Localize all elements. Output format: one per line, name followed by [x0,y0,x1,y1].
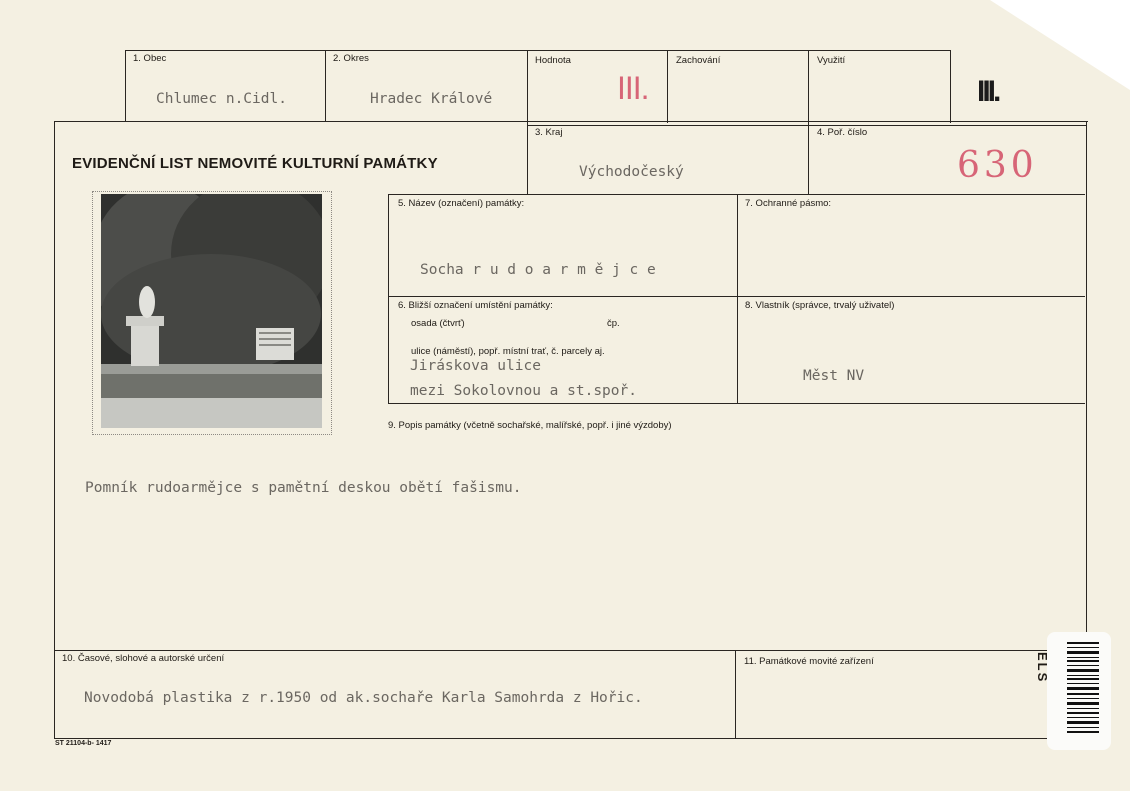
label-ulice: ulice (náměstí), popř. místní trať, č. parcely aj. [411,346,605,357]
value-obec: Chlumec n.Cidl. [156,91,287,107]
label-zachovani: Zachování [676,55,721,66]
form-code: ST 21104-b- 1417 [55,740,112,747]
value-kraj: Východočeský [579,164,684,180]
label-por-cislo: 4. Poř. číslo [817,127,868,138]
label-hodnota: Hodnota [535,55,571,66]
label-osada: osada (čtvrť) [411,318,465,329]
label-popis: 9. Popis památky (včetně sochařské, malířské, popř. i jiné výzdoby) [388,420,672,431]
label-blizsi-oznaceni: 6. Bližší označení umístění památky: [398,300,553,311]
label-obec: 1. Obec [133,53,167,64]
value-ulice-line1: Jiráskova ulice [410,358,541,374]
label-movite-zarizeni: 11. Památkové movité zařízení [744,656,874,667]
label-vlastnik: 8. Vlastník (správce, trvalý uživatel) [745,300,895,311]
value-casove-urceni: Novodobá plastika z r.1950 od ak.sochaře Karla Samohrda z Hořic. [84,690,643,706]
value-por-cislo: 630 [957,145,1038,186]
label-okres: 2. Okres [333,53,369,64]
monument-photo [101,194,322,428]
value-popis: Pomník rudoarmějce s pamětní deskou obětí fašismu. [85,480,522,496]
folded-corner [990,0,1130,90]
value-ulice-line2: mezi Sokolovnou a st.spoř. [410,383,637,399]
value-vlastnik: Měst NV [803,368,865,384]
barcode-sticker [1047,632,1111,750]
value-hodnota-stamp: III. [617,70,649,106]
label-vyuziti: Využití [817,55,846,66]
label-nazev: 5. Název (označení) památky: [398,198,525,209]
label-casove-urceni: 10. Časové, slohové a autorské určení [62,653,225,664]
value-nazev: Socha r u d o a r m ě j c e [420,262,656,278]
label-ochranne-pasmo: 7. Ochranné pásmo: [745,198,832,209]
label-kraj: 3. Kraj [535,127,563,138]
label-cp: čp. [607,318,620,329]
form-title: EVIDENČNÍ LIST NEMOVITÉ KULTURNÍ PAMÁTKY [72,155,438,172]
value-vyuziti-handwritten: III. [977,75,999,108]
barcode-label: ELS [1035,652,1050,684]
value-okres: Hradec Králové [370,91,493,107]
